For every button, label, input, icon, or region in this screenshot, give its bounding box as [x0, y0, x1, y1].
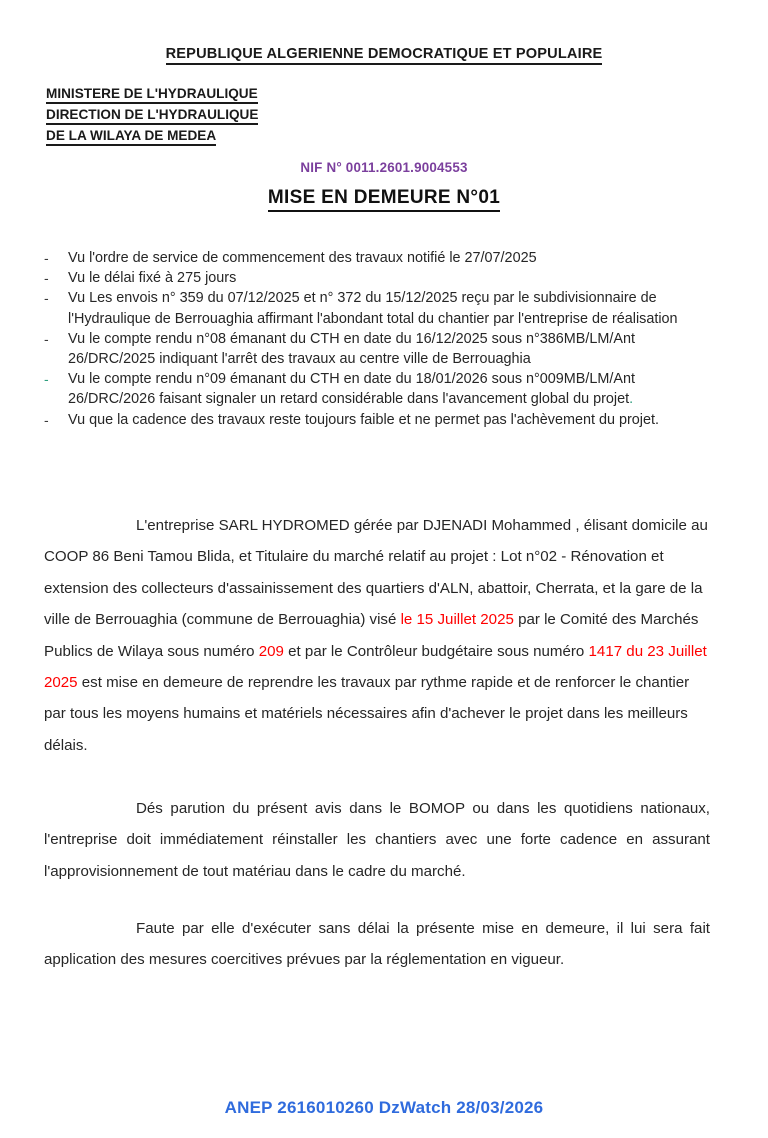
- national-header-text: REPUBLIQUE ALGERIENNE DEMOCRATIQUE ET POPULAIRE: [166, 46, 603, 65]
- ministry-line-3-text: DE LA WILAYA DE MEDEA: [46, 128, 216, 146]
- anep-footer: ANEP 2616010260 DzWatch 28/03/2026: [224, 1098, 544, 1117]
- list-item-text: Vu le compte rendu n°08 émanant du CTH en date du 16/12/2025 sous n°386MB/LM/Ant 26/DRC/2025 indiquant l'arrêt des travaux au centre ville de Berrouaghia: [68, 330, 635, 368]
- paragraph-3-content: [44, 913, 710, 976]
- paragraph-1-segment-2: par le Comité des Marchés Publics de Wilaya sous numéro: [44, 611, 699, 660]
- list-item-text: Vu que la cadence des travaux reste toujours faible et ne permet pas l'achèvement du projet.: [68, 411, 659, 428]
- highlight-committee-number: 209: [258, 642, 284, 660]
- list-bullet-dash: -: [44, 411, 49, 428]
- list-item-text-period: .: [629, 391, 634, 408]
- list-bullet-dash: -: [44, 371, 49, 388]
- ministry-line-3: [46, 126, 258, 146]
- list-item: [44, 248, 716, 268]
- body-paragraph-2: [44, 793, 710, 887]
- body-paragraph-1: [44, 510, 710, 761]
- ministry-line-1-text: MINISTERE DE L'HYDRAULIQUE: [46, 86, 258, 104]
- list-bullet-dash: -: [44, 290, 49, 307]
- list-item: [44, 329, 716, 369]
- paragraph-1-segment-1: L'entreprise SARL HYDROMED gérée par DJENADI Mohammed , élisant domicile au COOP 86 Beni Tamou Blida, et Titulaire du marché relatif au projet : Lot n°02 - Rénovation et extension des collecteurs d'assainissement des quartiers d'ALN, abattoir, Cherrata, et la gare de la ville de Berrouaghia (commune de Berrouaghia) visé: [44, 517, 708, 629]
- list-item: [44, 268, 716, 288]
- document-title: [0, 187, 768, 209]
- list-item: [44, 410, 716, 430]
- list-item-text: Vu le délai fixé à 275 jours: [68, 270, 237, 287]
- list-item-text: Vu l'ordre de service de commencement des travaux notifié le 27/07/2025: [68, 250, 537, 266]
- list-item: [44, 369, 716, 409]
- list-item-text-main: Vu le compte rendu n°09 émanant du CTH en date du 18/01/2026 sous n°009MB/LM/Ant 26/DRC/2026 faisant signaler un retard considérable dans l'avancement global du projet: [68, 371, 635, 408]
- highlight-controller-number: 1417 du 23 Juillet 2025: [44, 642, 707, 692]
- list-bullet-dash: -: [44, 250, 49, 266]
- national-header: [0, 46, 768, 62]
- list-item-text: [68, 369, 716, 409]
- ministry-line-2-text: DIRECTION DE L'HYDRAULIQUE: [46, 107, 258, 125]
- list-bullet-dash: -: [44, 270, 49, 287]
- paragraph-1-content: [44, 510, 710, 761]
- ministry-line-1: [46, 84, 258, 104]
- list-item: [44, 288, 716, 328]
- paragraph-3-text: Faute par elle d'exécuter sans délai la présente mise en demeure, il lui sera fait application des mesures coercitives prévues par la réglementation en vigueur.: [44, 920, 710, 969]
- paragraph-1-segment-3: et par le Contrôleur budgétaire sous numéro: [283, 642, 589, 660]
- nif-number: NIF N° 0011.2601.9004553: [300, 160, 468, 175]
- ministry-line-2: [46, 105, 258, 125]
- considerations-list: [44, 248, 716, 430]
- paragraph-2-content: [44, 793, 710, 887]
- document-title-text: MISE EN DEMEURE N°01: [268, 187, 500, 212]
- paragraph-2-text: Dés parution du présent avis dans le BOMOP ou dans les quotidiens nationaux, l'entreprise doit immédiatement réinstaller les chantiers avec une forte cadence en assurant l'approvisionnement de tout matériau dans le cadre du marché.: [44, 800, 710, 880]
- list-bullet-dash: -: [44, 330, 49, 347]
- body-paragraph-3: [44, 913, 710, 976]
- list-item-text: Vu Les envois n° 359 du 07/12/2025 et n° 372 du 15/12/2025 reçu par le subdivisionnaire de l'Hydraulique de Berrouaghia affirmant l'abondant total du chantier par l'entreprise de réalisation: [68, 290, 678, 327]
- highlight-visa-date: le 15 Juillet 2025: [400, 611, 514, 629]
- ministry-block: [46, 84, 258, 147]
- paragraph-1-segment-4: est mise en demeure de reprendre les travaux par rythme rapide et de renforcer le chantier par tous les moyens humains et matériels nécessaires afin d'achever le projet dans les meilleurs délais.: [44, 674, 690, 754]
